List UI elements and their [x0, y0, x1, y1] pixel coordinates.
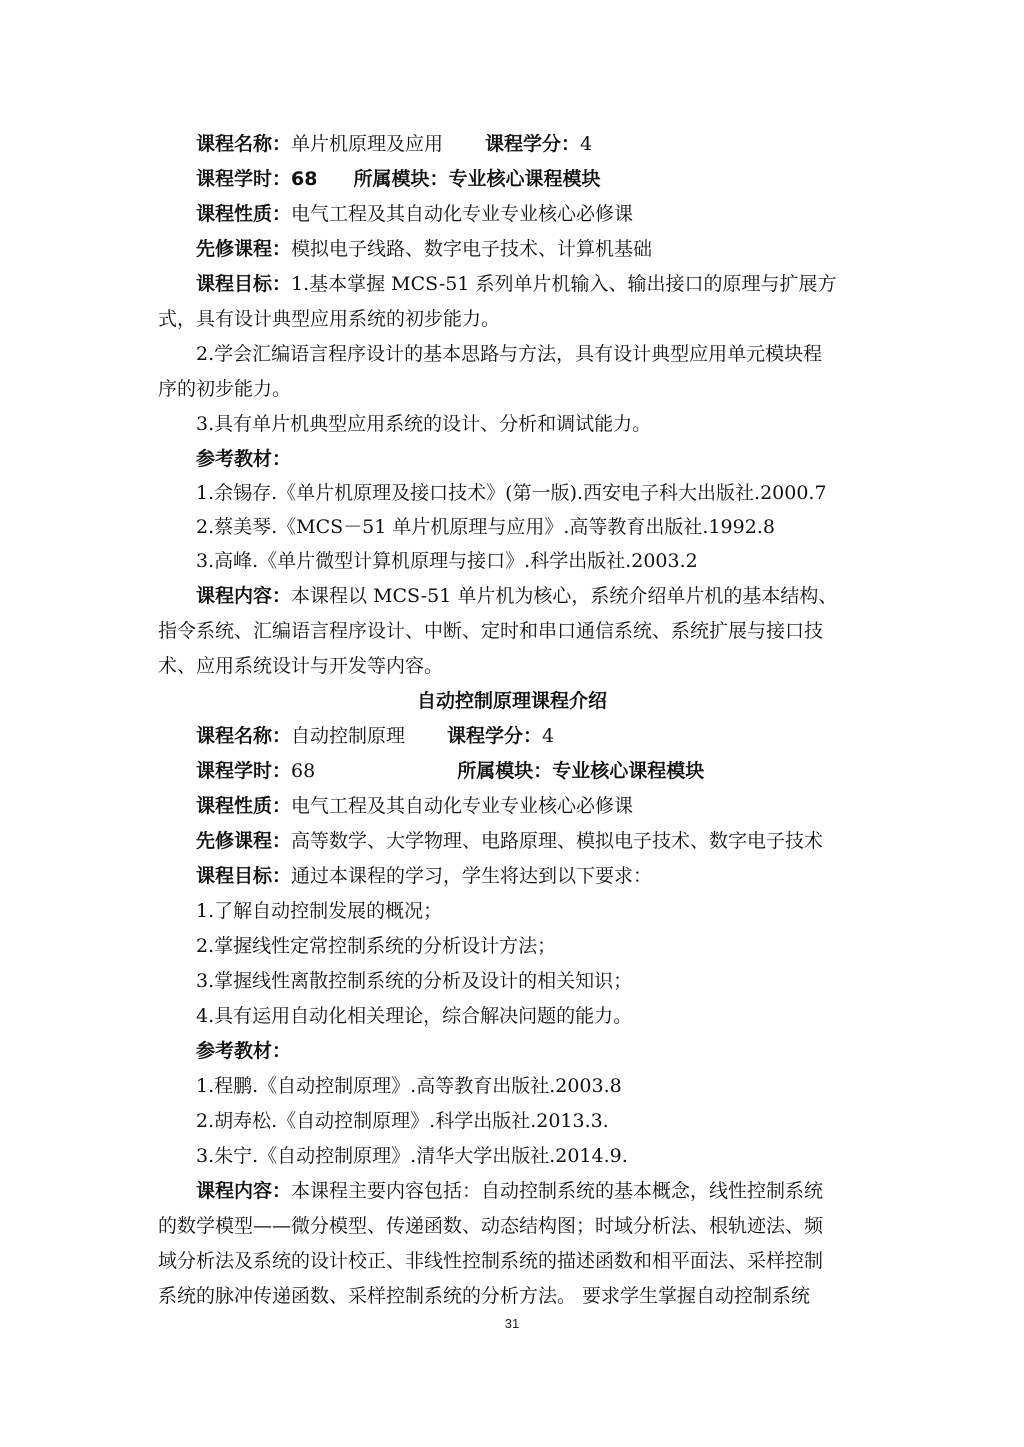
course1-prereq-label: 先修课程：: [196, 238, 292, 260]
course2-ref-2: 2.胡寿松.《自动控制原理》.科学出版社.2013.3.: [196, 1110, 609, 1132]
course2-content-d: 系统的脉冲传递函数、采样控制系统的分析方法。 要求学生掌握自动控制系统: [158, 1285, 811, 1307]
course2-goal-label: 课程目标：: [196, 865, 292, 887]
course2-ref-1: 1.程鹏.《自动控制原理》.高等教育出版社.2003.8: [196, 1075, 622, 1097]
course2-prereq-label: 先修课程：: [196, 830, 292, 852]
course2-content-label: 课程内容：: [196, 1180, 292, 1202]
course2-goal-row: [196, 859, 873, 893]
course1-goal-label: 课程目标：: [196, 273, 292, 295]
course1-content-a: 本课程以 MCS-51 单片机为核心，系统介绍单片机的基本结构、: [291, 585, 838, 607]
course2-content-row: [196, 1174, 873, 1208]
course1-goal-1a: 1.基本掌握 MCS-51 系列单片机输入、输出接口的原理与扩展方: [291, 273, 837, 295]
course1-ref-3: 3.高峰.《单片微型计算机原理与接口》.科学出版社.2003.2: [196, 550, 698, 572]
course1-module: 所属模块：专业核心课程模块: [353, 168, 601, 190]
course2-module: 所属模块：专业核心课程模块: [457, 760, 705, 782]
course1-goal-2b: 序的初步能力。: [158, 378, 292, 400]
course1-ref-1: 1.余锡存.《单片机原理及接口技术》(第一版).西安电子科大出版社.2000.7: [196, 482, 827, 504]
course2-credit-value: 4: [542, 725, 555, 747]
course2-name-value: 自动控制原理: [291, 725, 406, 747]
course2-content-c: 域分析法及系统的设计校正、非线性控制系统的描述函数和相平面法、采样控制: [158, 1250, 824, 1272]
course1-nature-label: 课程性质：: [196, 203, 292, 225]
course2-hours-row: [196, 754, 873, 788]
course2-title: 自动控制原理课程介绍: [416, 690, 607, 712]
course2-prereq-row: [196, 824, 873, 858]
course1-nature-value: 电气工程及其自动化专业专业核心必修课: [291, 203, 634, 225]
course2-ref-label: 参考教材：: [196, 1040, 292, 1062]
course1-credit-label: 课程学分：: [485, 133, 581, 155]
course2-goal-3: 3.掌握线性离散控制系统的分析及设计的相关知识；: [196, 970, 633, 992]
course1-name-value: 单片机原理及应用: [291, 133, 444, 155]
course2-name-label: 课程名称：: [196, 725, 292, 747]
course2-goal-intro: 通过本课程的学习，学生将达到以下要求：: [291, 865, 653, 887]
course2-goal-4: 4.具有运用自动化相关理论，综合解决问题的能力。: [196, 1005, 633, 1027]
course2-nature-row: [196, 789, 873, 823]
course1-content-c: 术、应用系统设计与开发等内容。: [158, 655, 444, 677]
course1-goal-3: 3.具有单片机典型应用系统的设计、分析和调试能力。: [196, 413, 652, 435]
course1-content-label: 课程内容：: [196, 585, 292, 607]
course1-hours-value: 68: [291, 168, 318, 190]
course2-content-a: 本课程主要内容包括：自动控制系统的基本概念，线性控制系统: [291, 1180, 824, 1202]
course2-ref-3: 3.朱宁.《自动控制原理》.清华大学出版社.2014.9.: [196, 1145, 628, 1167]
course1-content-row: [196, 579, 873, 613]
course2-nature-value: 电气工程及其自动化专业专业核心必修课: [291, 795, 634, 817]
course1-hours-row: [196, 162, 873, 196]
page-number: 31: [504, 1316, 520, 1331]
course1-goal-row: [196, 267, 873, 301]
course2-credit-label: 课程学分：: [447, 725, 543, 747]
course2-hours-label: 课程学时：: [196, 760, 292, 782]
course1-name-label: 课程名称：: [196, 133, 292, 155]
course2-goal-1: 1.了解自动控制发展的概况；: [196, 900, 443, 922]
course2-content-b: 的数学模型——微分模型、传递函数、动态结构图；时域分析法、根轨迹法、频: [158, 1215, 824, 1237]
course1-prereq-value: 模拟电子线路、数字电子技术、计算机基础: [291, 238, 653, 260]
course1-content-b: 指令系统、汇编语言程序设计、中断、定时和串口通信系统、系统扩展与接口技: [158, 620, 824, 642]
course1-goal-1b: 式，具有设计典型应用系统的初步能力。: [158, 308, 501, 330]
course1-goal-2a: 2.学会汇编语言程序设计的基本思路与方法，具有设计典型应用单元模块程: [196, 343, 823, 365]
course2-nature-label: 课程性质：: [196, 795, 292, 817]
course1-ref-label: 参考教材：: [196, 448, 292, 470]
course2-hours-value: 68: [291, 760, 316, 782]
course1-name-row: [196, 127, 873, 161]
course2-prereq-value: 高等数学、大学物理、电路原理、模拟电子技术、数字电子技术: [291, 830, 824, 852]
course1-prereq-row: [196, 232, 873, 266]
course1-credit-value: 4: [580, 133, 593, 155]
course2-goal-2: 2.掌握线性定常控制系统的分析设计方法；: [196, 935, 557, 957]
course1-ref-2: 2.蔡美琴.《MCS－51 单片机原理与应用》.高等教育出版社.1992.8: [196, 516, 775, 538]
course1-nature-row: [196, 197, 873, 231]
course1-hours-label: 课程学时：: [196, 168, 292, 190]
course2-name-row: [196, 719, 873, 753]
